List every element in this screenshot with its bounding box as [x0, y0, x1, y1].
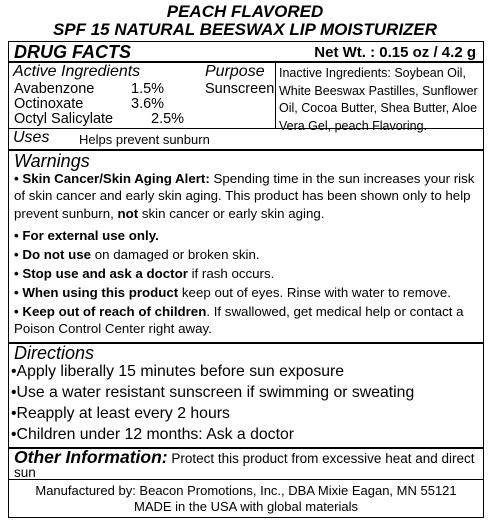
warning-text: keep out of eyes. Rinse with water to remove.: [178, 285, 451, 300]
drug-facts-title: DRUG FACTS: [14, 42, 131, 62]
active-ingredient-amount: 3.6%: [131, 96, 165, 112]
manufacturer-line: Manufactured by: Beacon Promotions, Inc., DBA Mixie Eagan, MN 55121: [35, 483, 457, 498]
active-ingredients-heading: Active Ingredients: [13, 63, 141, 80]
warning-text: if rash occurs.: [187, 266, 275, 281]
inactive-ingredients-label: Inactive Ingredients:: [279, 66, 391, 80]
warning-item: • Stop use and ask a doctor if rash occurs.: [14, 266, 275, 281]
active-ingredient-amount: 1.5%: [131, 81, 165, 97]
uses-heading: Uses: [13, 129, 50, 146]
inactive-ingredients-text: Soybean Oil, White Beeswax Pastilles, Sunflower Oil, Cocoa Butter, Shea Butter, Aloe Vera Gel, peach Flavoring.: [279, 66, 478, 133]
purpose-text: Sunscreen: [205, 81, 275, 97]
direction-text: Reapply at least every 2 hours: [16, 405, 230, 422]
divider: [275, 62, 276, 128]
direction-item: •Children under 12 months: Ask a doctor: [11, 426, 295, 443]
direction-text: Use a water resistant sunscreen if swimming or sweating: [16, 384, 415, 401]
flavor-heading: PEACH FLAVORED: [166, 2, 324, 21]
warning-text: on damaged or broken skin.: [91, 247, 260, 262]
purpose-heading: Purpose: [205, 63, 265, 80]
warning-bold: For external use only.: [22, 228, 159, 243]
divider: [8, 479, 484, 480]
uses-text: Helps prevent sunburn: [79, 132, 210, 147]
warning-bold: Do not use: [22, 247, 92, 262]
origin-line: MADE in the USA with global materials: [134, 499, 358, 514]
active-ingredient-name: Octyl Salicylate: [14, 111, 114, 127]
warning-bold: Stop use and ask a doctor: [22, 266, 188, 281]
direction-item: •Reapply at least every 2 hours: [11, 405, 230, 422]
direction-text: Children under 12 months: Ask a doctor: [16, 426, 295, 443]
active-ingredient-name: Octinoxate: [14, 96, 84, 112]
warning-text: . If swallowed, get medical help or contact a Poison Control Center right away.: [14, 304, 464, 337]
inactive-ingredients: [279, 65, 479, 135]
warning-item: • Skin Cancer/Skin Aging Alert: Spending time in the sun increases your risk of skin cancer and early skin aging. This product has been shown only to help prevent sunburn, not skin cancer or early skin aging.: [14, 171, 475, 221]
directions-heading: Directions: [14, 343, 95, 363]
active-ingredient-name: Avabenzone: [14, 81, 95, 97]
direction-text: Apply liberally 15 minutes before sun exposure: [16, 363, 345, 380]
net-weight: Net Wt. : 0.15 oz / 4.2 g: [314, 44, 476, 61]
other-information-text: Protect this product from excessive heat and direct sun: [14, 451, 475, 480]
divider: [8, 128, 484, 129]
warning-bold: When using this product: [22, 285, 179, 300]
warning-item: • For external use only.: [14, 228, 159, 243]
other-information-heading: Other Information:: [14, 447, 168, 467]
warning-bold: Skin Cancer/Skin Aging Alert:: [22, 171, 210, 186]
direction-item: •Apply liberally 15 minutes before sun exposure: [11, 363, 345, 380]
warning-bold: not: [117, 205, 139, 221]
product-heading: SPF 15 NATURAL BEESWAX LIP MOISTURIZER: [52, 20, 438, 39]
warning-item: • Keep out of reach of children. If swallowed, get medical help or contact a Poison Control Center right away.: [14, 304, 464, 337]
warning-text: Spending time in the sun increases your risk of skin cancer and early skin aging. This product has been shown only to help prevent sunburn,: [14, 171, 475, 221]
warning-item: • When using this product keep out of eyes. Rinse with water to remove.: [14, 285, 451, 300]
other-information: [14, 447, 484, 480]
active-ingredient-amount: 2.5%: [151, 111, 185, 127]
direction-item: •Use a water resistant sunscreen if swimming or sweating: [11, 384, 415, 401]
warnings-heading: Warnings: [14, 151, 90, 171]
warning-text: skin cancer or early skin aging.: [138, 205, 325, 221]
warning-bold: Keep out of reach of children: [22, 304, 207, 319]
warning-item: • Do not use on damaged or broken skin.: [14, 247, 260, 262]
